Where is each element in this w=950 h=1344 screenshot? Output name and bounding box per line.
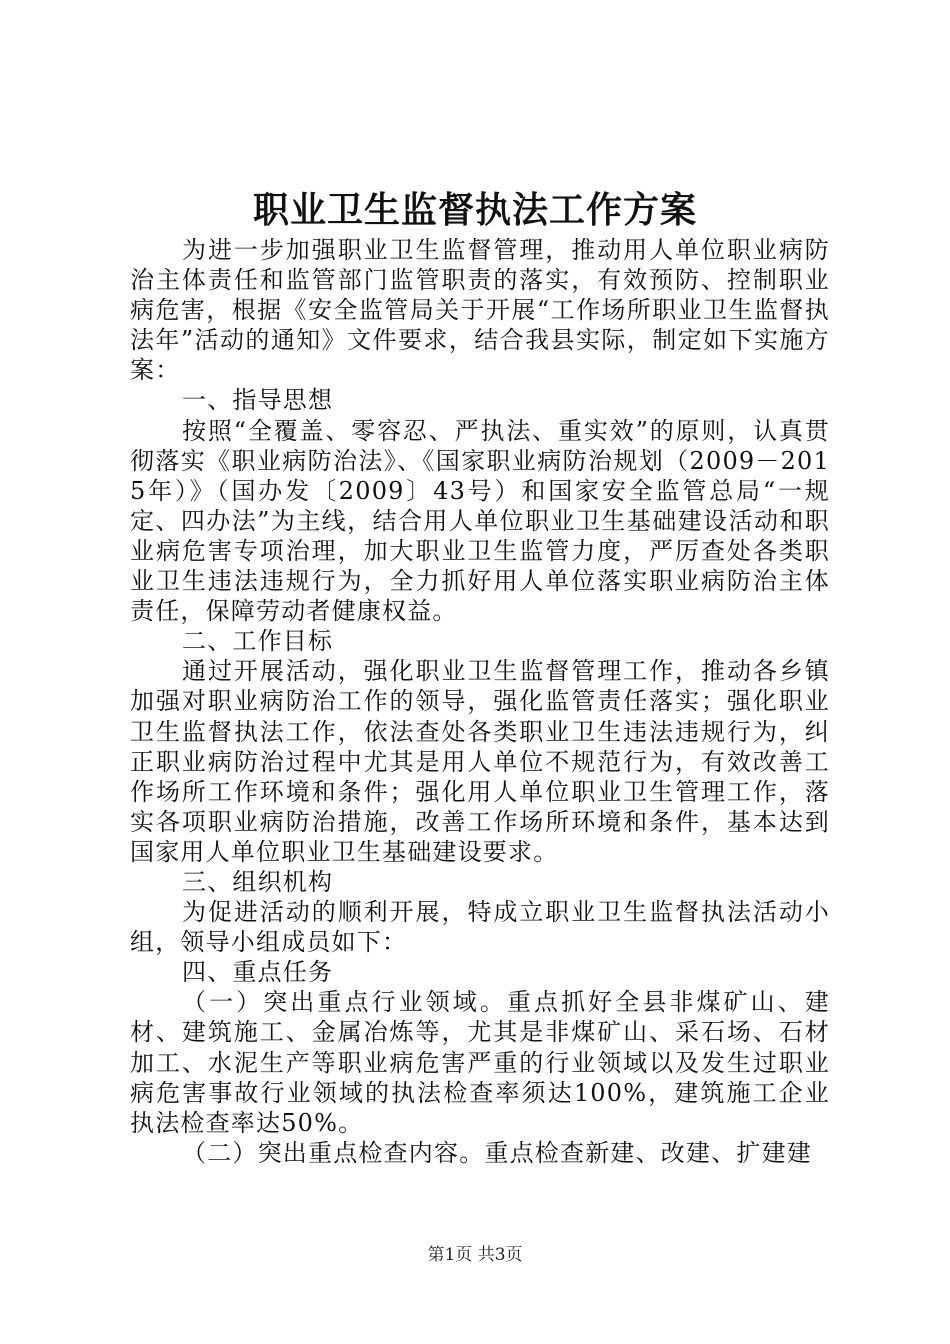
section-guiding-ideology-text: 按照“全覆盖、零容忍、严执法、重实效”的原则，认真贯彻落实《职业病防治法》、《国家职业病防治规划（2009－2015年）》（国办发〔2009〕43号）和国家安全监管总局“一规定、四办法”为主线，结合用人单位职业卫生基础建设活动和职业病危害专项治理，加大职业卫生监管力度，严厉查处各类职业卫生违法违规行为，全力抓好用人单位落实职业病防治主体责任，保障劳动者健康权益。 [130, 416, 830, 626]
section-heading-work-goals: 二、工作目标 [182, 627, 334, 656]
section-organization-text: 为促进活动的顺利开展，特成立职业卫生监督执法活动小组，领导小组成员如下： [130, 898, 830, 957]
document-body [130, 235, 830, 1168]
document-title: 职业卫生监督执法工作方案 [252, 189, 697, 231]
section-heading-key-tasks: 四、重点任务 [182, 958, 334, 987]
page-number-footer: 第1页 共3页 [427, 1245, 523, 1265]
section-heading-organization: 三、组织机构 [182, 867, 334, 896]
key-task-item-1: （一）突出重点行业领域。重点抓好全县非煤矿山、建材、建筑施工、金属冶炼等，尤其是非煤矿山、采石场、石材加工、水泥生产等职业病危害严重的行业领域以及发生过职业病危害事故行业领域的执法检查率须达100%，建筑施工企业执法检查率达50%。 [130, 988, 830, 1137]
key-task-item-2: （二）突出重点检查内容。重点检查新建、改建、扩建建 [182, 1138, 812, 1167]
section-work-goals-text: 通过开展活动，强化职业卫生监督管理工作，推动各乡镇加强对职业病防治工作的领导，强化监管责任落实；强化职业卫生监督执法工作，依法查处各类职业卫生违法违规行为，纠正职业病防治过程中尤其是用人单位不规范行为，有效改善工作场所工作环境和条件；强化用人单位职业卫生管理工作，落实各项职业病防治措施，改善工作场所环境和条件，基本达到国家用人单位职业卫生基础建设要求。 [130, 657, 830, 866]
section-heading-guiding-ideology: 一、指导思想 [182, 386, 334, 415]
intro-paragraph: 为进一步加强职业卫生监督管理，推动用人单位职业病防治主体责任和监管部门监管职责的落实，有效预防、控制职业病危害，根据《安全监管局关于开展“工作场所职业卫生监督执法年”活动的通知》文件要求，结合我县实际，制定如下实施方案： [130, 236, 830, 385]
